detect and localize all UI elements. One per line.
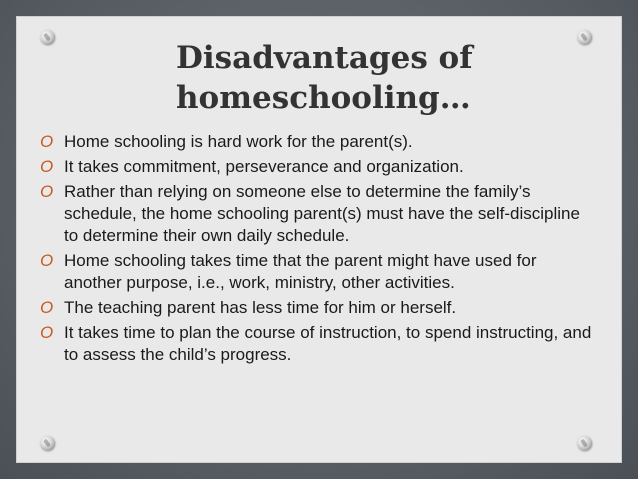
bullet-item bbox=[40, 322, 596, 366]
bullet-marker-icon: O bbox=[40, 298, 54, 317]
bullet-item bbox=[40, 131, 596, 153]
pushpin-icon bbox=[40, 30, 54, 44]
bullet-list bbox=[40, 131, 596, 369]
bullet-marker-icon: O bbox=[40, 251, 54, 270]
slide-title bbox=[176, 38, 506, 118]
pushpin-icon bbox=[577, 436, 591, 450]
bullet-marker-icon: O bbox=[40, 157, 54, 176]
pushpin-icon bbox=[577, 30, 591, 44]
bullet-item bbox=[40, 156, 596, 178]
bullet-text: The teaching parent has less time for him or herself. bbox=[64, 298, 457, 317]
slide-title-line-1: Disadvantages of bbox=[176, 40, 473, 76]
bullet-marker-icon: O bbox=[40, 323, 54, 342]
bullet-item bbox=[40, 250, 596, 294]
bullet-text: It takes time to plan the course of instruction, to spend instructing, and to assess the child’s progress. bbox=[64, 323, 592, 364]
bullet-item bbox=[40, 297, 596, 319]
bullet-marker-icon: O bbox=[40, 132, 54, 151]
pushpin-icon bbox=[40, 436, 54, 450]
bullet-text: Home schooling takes time that the parent might have used for another purpose, i.e., work, ministry, other activities. bbox=[64, 251, 537, 292]
bullet-marker-icon: O bbox=[40, 182, 54, 201]
slide-title-line-2: homeschooling… bbox=[176, 80, 471, 116]
bullet-text: Rather than relying on someone else to determine the family’s schedule, the home schooling parent(s) must have the self-discipline to determine their own daily schedule. bbox=[64, 182, 580, 245]
bullet-item bbox=[40, 181, 596, 247]
bullet-text: It takes commitment, perseverance and organization. bbox=[64, 157, 464, 176]
bullet-text: Home schooling is hard work for the parent(s). bbox=[64, 132, 413, 151]
